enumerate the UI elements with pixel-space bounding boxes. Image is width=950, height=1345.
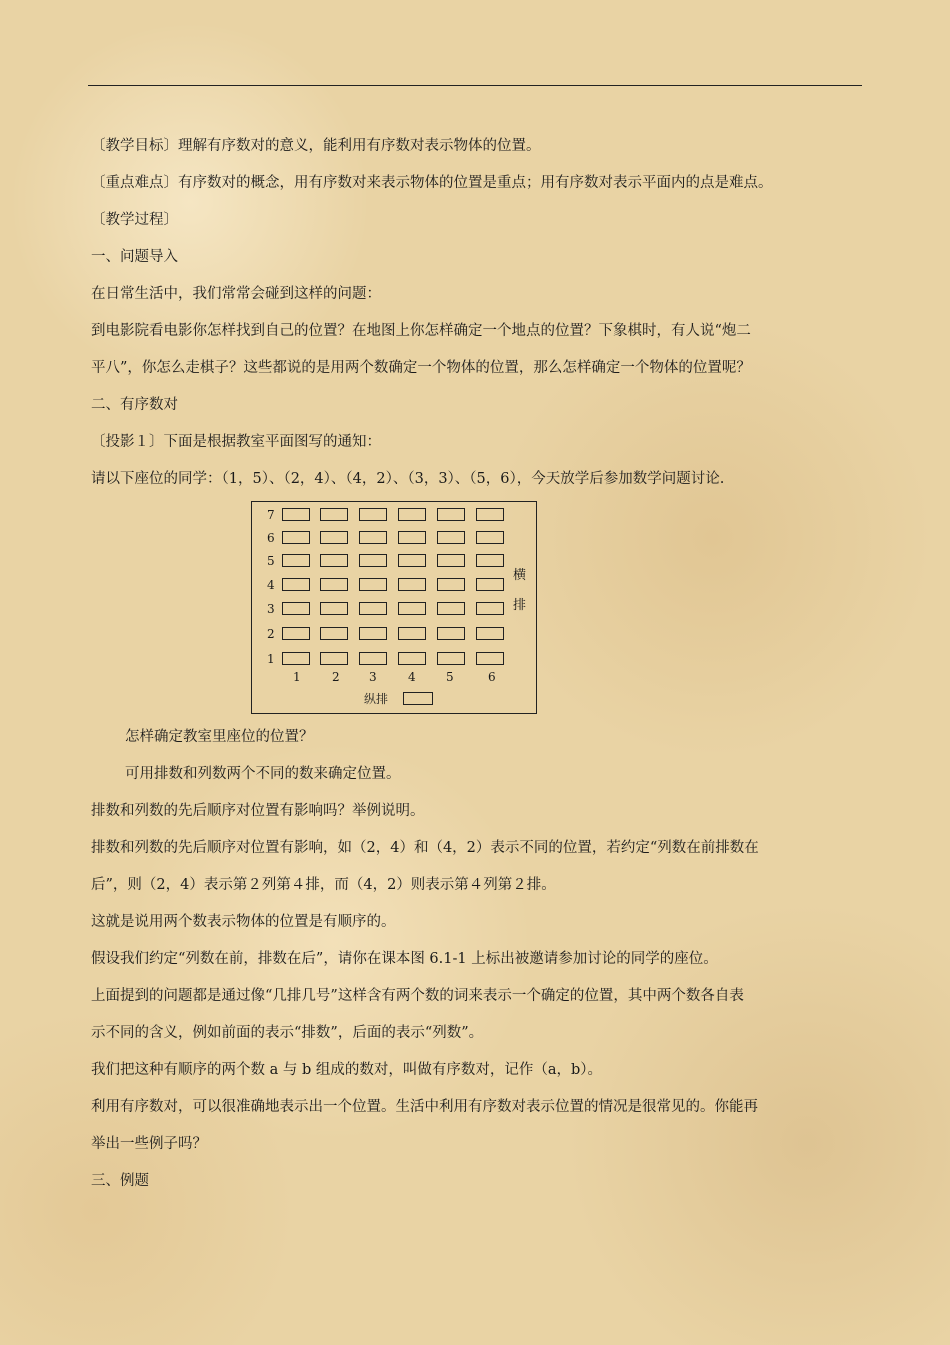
side-label-horizontal: 横 — [513, 568, 527, 583]
seat — [398, 554, 426, 567]
seat — [437, 652, 465, 665]
seat — [476, 531, 504, 544]
row-label: 5 — [267, 554, 275, 568]
row-label: 3 — [267, 602, 275, 616]
row-label: 7 — [267, 508, 275, 522]
column-label: 4 — [408, 670, 416, 684]
text-line: 排数和列数的先后顺序对位置有影响，如（2，4）和（4，2）表示不同的位置，若约定“列数在前排数在 — [91, 840, 759, 856]
side-label-row: 排 — [513, 598, 527, 613]
seat — [476, 578, 504, 591]
bottom-label: 纵排 — [364, 692, 389, 706]
text-line: 利用有序数对，可以很准确地表示出一个位置。生活中利用有序数对表示位置的情况是很常见的。你能再 — [91, 1099, 758, 1115]
seat — [320, 627, 348, 640]
seat — [320, 508, 348, 521]
seat — [282, 578, 310, 591]
paragraph — [91, 793, 863, 1200]
paragraph — [91, 719, 863, 793]
seat — [398, 578, 426, 591]
seat — [320, 602, 348, 615]
seat — [359, 508, 387, 521]
seat — [282, 602, 310, 615]
text-line: 到电影院看电影你怎样找到自己的位置？在地图上你怎样确定一个地点的位置？下象棋时，有人说“炮二 — [91, 323, 751, 339]
row-label: 6 — [267, 531, 275, 545]
column-label: 1 — [293, 670, 301, 684]
seat — [437, 531, 465, 544]
seat — [437, 602, 465, 615]
seat — [437, 578, 465, 591]
seat — [398, 602, 426, 615]
seat — [359, 602, 387, 615]
text-line: 这就是说用两个数表示物体的位置是有顺序的。 — [91, 914, 396, 930]
podium-box — [403, 692, 433, 705]
text-line: 请以下座位的同学：（1，5）、（2，4）、（4，2）、（3，3）、（5，6），今天放学后参加数学问题讨论. — [91, 471, 725, 487]
text-line: 〔教学目标〕理解有序数对的意义，能利用有序数对表示物体的位置。 — [91, 138, 541, 154]
paragraph — [91, 128, 863, 498]
text-line: 后”，则（2，4）表示第２列第４排，而（4，2）则表示第４列第２排。 — [91, 877, 556, 893]
seat — [282, 554, 310, 567]
seat — [437, 554, 465, 567]
header-rule — [88, 85, 862, 86]
text-line: 〔重点难点〕有序数对的概念，用有序数对来表示物体的位置是重点；用有序数对表示平面内的点是难点。 — [91, 175, 773, 191]
text-line: 排数和列数的先后顺序对位置有影响吗？举例说明。 — [91, 803, 425, 819]
text-line: 可用排数和列数两个不同的数来确定位置。 — [125, 766, 401, 782]
column-label: 5 — [446, 670, 454, 684]
section-heading: 三、例题 — [91, 1173, 149, 1189]
row-label: 2 — [267, 627, 275, 641]
text-line: 〔教学过程〕 — [91, 212, 178, 228]
section-heading: 二、有序数对 — [91, 397, 178, 413]
text-line: 〔投影１〕下面是根据教室平面图写的通知： — [91, 434, 381, 450]
seat — [476, 508, 504, 521]
column-label: 6 — [488, 670, 496, 684]
classroom-seat-diagram — [251, 501, 537, 714]
seat — [359, 578, 387, 591]
seat — [476, 652, 504, 665]
seat — [320, 554, 348, 567]
row-label: 4 — [267, 578, 275, 592]
column-label: 3 — [369, 670, 377, 684]
seat — [359, 531, 387, 544]
seat — [359, 652, 387, 665]
seat — [320, 652, 348, 665]
seat — [282, 652, 310, 665]
text-line: 怎样确定教室里座位的位置？ — [125, 729, 314, 745]
text-line: 在日常生活中，我们常常会碰到这样的问题： — [91, 286, 381, 302]
seat — [359, 627, 387, 640]
seat — [437, 508, 465, 521]
text-line: 举出一些例子吗？ — [91, 1136, 207, 1152]
seat — [476, 627, 504, 640]
seat — [320, 531, 348, 544]
seat — [476, 602, 504, 615]
text-line: 上面提到的问题都是通过像“几排几号”这样含有两个数的词来表示一个确定的位置，其中两个数各自表 — [91, 988, 744, 1004]
text-line: 假设我们约定“列数在前，排数在后”，请你在课本图 6.1-1 上标出被邀请参加讨论的同学的座位。 — [91, 951, 718, 967]
row-label: 1 — [267, 652, 275, 666]
text-line: 我们把这种有顺序的两个数 a 与 b 组成的数对，叫做有序数对，记作（a，b）。 — [91, 1062, 603, 1078]
seat — [398, 652, 426, 665]
seat — [437, 627, 465, 640]
document-body — [91, 128, 863, 1200]
text-line: 示不同的含义，例如前面的表示“排数”，后面的表示“列数”。 — [91, 1025, 484, 1041]
seat — [282, 508, 310, 521]
seat — [398, 627, 426, 640]
seat — [359, 554, 387, 567]
seat — [282, 627, 310, 640]
section-heading: 一、问题导入 — [91, 249, 178, 265]
seat — [282, 531, 310, 544]
seat — [476, 554, 504, 567]
seat — [398, 531, 426, 544]
column-label: 2 — [332, 670, 340, 684]
seat — [398, 508, 426, 521]
text-line: 平八”，你怎么走棋子？这些都说的是用两个数确定一个物体的位置，那么怎样确定一个物体的位置呢？ — [91, 360, 751, 376]
seat — [320, 578, 348, 591]
